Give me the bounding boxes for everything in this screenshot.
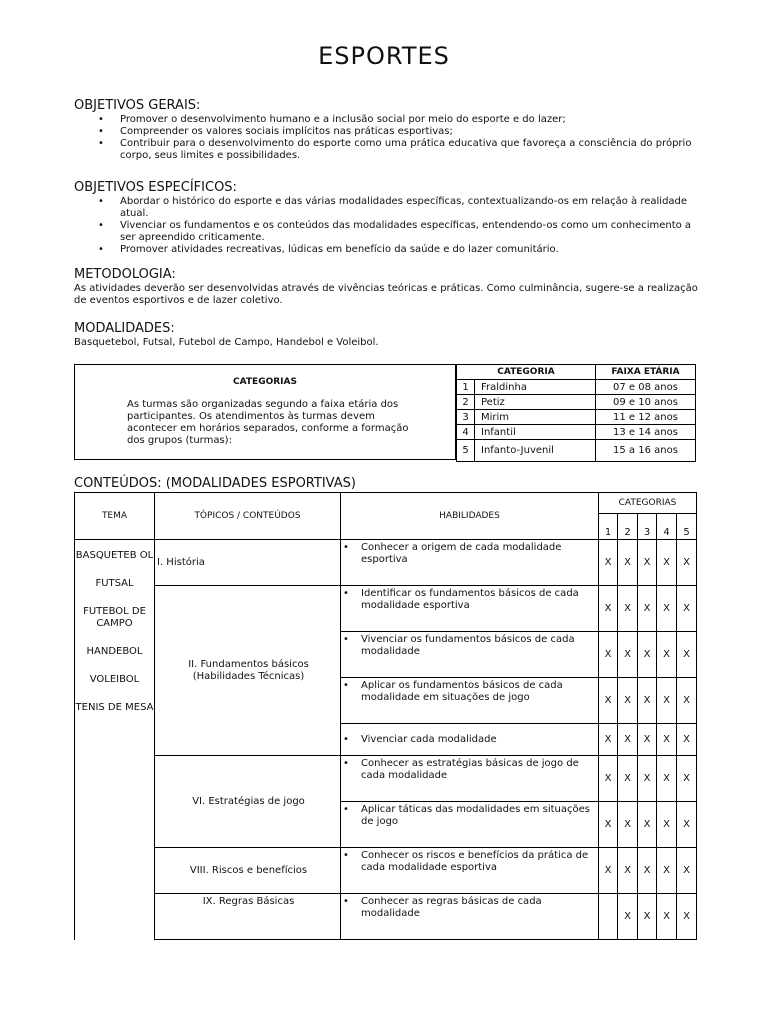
mark-cell: X xyxy=(599,678,618,724)
mark-cell: X xyxy=(618,540,638,586)
row-faixa: 15 a 16 anos xyxy=(596,440,696,462)
header-tema: TEMA xyxy=(75,493,155,540)
mark-cell: X xyxy=(657,756,677,802)
tema-item: HANDEBOL xyxy=(86,646,143,657)
topico-historia: I. História xyxy=(155,540,341,586)
mark-cell: X xyxy=(599,756,618,802)
habilidade-text: • Identificar os fundamentos básicos de cada modalidade esportiva xyxy=(349,588,594,612)
habilidade-cell xyxy=(341,540,599,586)
mark-cell: X xyxy=(638,632,657,678)
list-item: • Abordar o histórico do esporte e das várias modalidades específicas, contextualizando-os em relação à realidade atual. xyxy=(120,196,704,220)
header-cat-4: 4 xyxy=(657,514,677,540)
mark-cell: X xyxy=(618,894,638,940)
topico-regras: IX. Regras Básicas xyxy=(155,894,341,940)
list-item: • Compreender os valores sociais implícitos nas práticas esportivas; xyxy=(120,126,704,138)
habilidade-cell xyxy=(341,586,599,632)
mark-cell: X xyxy=(677,724,697,756)
row-number: 5 xyxy=(457,440,475,462)
habilidade-text: • Conhecer os riscos e benefícios da prática de cada modalidade esportiva xyxy=(349,850,594,874)
categorias-box xyxy=(74,364,456,460)
mark-cell: X xyxy=(677,802,697,848)
mark-cell: X xyxy=(638,848,657,894)
mark-cell: X xyxy=(657,848,677,894)
mark-cell: X xyxy=(618,724,638,756)
row-number: 2 xyxy=(457,395,475,410)
habilidade-cell xyxy=(341,848,599,894)
mark-cell: X xyxy=(677,540,697,586)
mark-cell: X xyxy=(618,756,638,802)
header-cat-5: 5 xyxy=(677,514,697,540)
conteudos-heading: CONTEÚDOS: (MODALIDADES ESPORTIVAS) xyxy=(74,476,356,491)
header-faixa-etaria: FAIXA ETÁRIA xyxy=(596,365,696,380)
habilidade-text: • Conhecer as estratégias básicas de jogo de cada modalidade xyxy=(349,758,594,782)
habilidade-cell xyxy=(341,678,599,724)
habilidade-text: • Vivenciar cada modalidade xyxy=(349,734,594,746)
topico-estrategias: VI. Estratégias de jogo xyxy=(155,756,341,848)
habilidade-cell xyxy=(341,756,599,802)
mark-cell: X xyxy=(638,724,657,756)
table-row xyxy=(75,894,697,940)
mark-cell: X xyxy=(638,540,657,586)
categorias-table xyxy=(456,364,696,462)
mark-cell: X xyxy=(677,586,697,632)
mark-cell: X xyxy=(657,802,677,848)
modalidades-section xyxy=(74,321,704,349)
modalidades-text: Basquetebol, Futsal, Futebol de Campo, Handebol e Voleibol. xyxy=(74,337,379,348)
mark-cell: X xyxy=(599,540,618,586)
objetivos-gerais-section xyxy=(74,98,704,162)
table-header-row xyxy=(457,365,696,380)
document-title: ESPORTES xyxy=(318,42,450,70)
tema-item: FUTEBOL DE CAMPO xyxy=(83,606,146,629)
categorias-box-text: As turmas são organizadas segundo a faixa etária dos participantes. Os atendimentos às turmas devem acontecer em horários separados, conforme a formação dos grupos (turmas): xyxy=(127,399,409,446)
mark-cell: X xyxy=(677,894,697,940)
topico-riscos: VIII. Riscos e benefícios xyxy=(155,848,341,894)
list-item: • Vivenciar os fundamentos e os conteúdos das modalidades específicas, entendendo-os como um conhecimento a ser apreendido criticamente. xyxy=(120,220,704,244)
mark-cell: X xyxy=(599,848,618,894)
mark-cell: X xyxy=(657,678,677,724)
mark-cell: X xyxy=(638,586,657,632)
topico-fundamentos: II. Fundamentos básicos (Habilidades Técnicas) xyxy=(155,586,341,756)
header-categoria: CATEGORIA xyxy=(457,365,596,380)
mark-cell: X xyxy=(599,802,618,848)
habilidade-text: • Aplicar táticas das modalidades em situações de jogo xyxy=(349,804,594,828)
list-item: • Contribuir para o desenvolvimento do esporte como uma prática educativa que favoreça a consciência do próprio corpo, seus limites e possibilidades. xyxy=(120,138,704,162)
mark-cell: X xyxy=(657,540,677,586)
habilidade-text: • Aplicar os fundamentos básicos de cada modalidade em situações de jogo xyxy=(349,680,594,704)
objetivos-especificos-heading: OBJETIVOS ESPECÍFICOS: xyxy=(74,180,237,195)
objetivos-gerais-heading: OBJETIVOS GERAIS: xyxy=(74,98,201,113)
mark-cell: X xyxy=(618,632,638,678)
mark-cell: X xyxy=(638,802,657,848)
mark-cell: X xyxy=(638,678,657,724)
metodologia-text: As atividades deverão ser desenvolvidas através de vivências teóricas e práticas. Como culminância, sugere-se a realização de eventos esportivos e de lazer coletivo. xyxy=(74,283,698,306)
conteudos-table xyxy=(74,492,697,940)
row-categoria: Petiz xyxy=(475,395,596,410)
table-row xyxy=(457,440,696,462)
habilidade-cell xyxy=(341,632,599,678)
tema-item: TENIS DE MESA xyxy=(75,702,154,713)
header-cat-1: 1 xyxy=(599,514,618,540)
mark-cell: X xyxy=(677,632,697,678)
table-row xyxy=(457,425,696,440)
objetivos-especificos-section xyxy=(74,180,704,256)
mark-cell: X xyxy=(657,586,677,632)
objetivos-gerais-list xyxy=(74,114,704,162)
habilidade-text: • Conhecer as regras básicas de cada modalidade xyxy=(349,896,594,920)
mark-cell: X xyxy=(618,848,638,894)
mark-cell: X xyxy=(677,678,697,724)
mark-cell: X xyxy=(638,894,657,940)
table-row xyxy=(457,380,696,395)
mark-cell: X xyxy=(599,586,618,632)
header-topicos: TÓPICOS / CONTEÚDOS xyxy=(155,493,341,540)
habilidade-text: • Vivenciar os fundamentos básicos de cada modalidade xyxy=(349,634,594,658)
habilidade-cell xyxy=(341,802,599,848)
list-item: • Promover atividades recreativas, lúdicas em benefício da saúde e do lazer comunitário. xyxy=(120,244,704,256)
mark-cell: X xyxy=(599,632,618,678)
categorias-box-title: CATEGORIAS xyxy=(233,377,297,387)
row-number: 3 xyxy=(457,410,475,425)
tema-cell xyxy=(75,540,155,940)
mark-cell: X xyxy=(638,756,657,802)
tema-item: FUTSAL xyxy=(95,578,134,589)
mark-cell: X xyxy=(677,756,697,802)
mark-cell: X xyxy=(599,724,618,756)
table-row xyxy=(75,540,697,586)
header-categorias: CATEGORIAS xyxy=(599,493,697,514)
mark-cell xyxy=(599,894,618,940)
habilidade-text: • Conhecer a origem de cada modalidade esportiva xyxy=(349,542,594,566)
row-number: 1 xyxy=(457,380,475,395)
table-header-row xyxy=(75,493,697,514)
table-row xyxy=(75,848,697,894)
mark-cell: X xyxy=(677,848,697,894)
objetivos-especificos-list xyxy=(74,196,704,256)
mark-cell: X xyxy=(657,724,677,756)
list-item: • Promover o desenvolvimento humano e a inclusão social por meio do esporte e do lazer; xyxy=(120,114,704,126)
row-categoria: Infanto-Juvenil xyxy=(475,440,596,462)
metodologia-heading: METODOLOGIA: xyxy=(74,267,176,282)
tema-item: BASQUETEB OL xyxy=(75,550,154,561)
mark-cell: X xyxy=(618,802,638,848)
mark-cell: X xyxy=(657,894,677,940)
row-number: 4 xyxy=(457,425,475,440)
header-cat-3: 3 xyxy=(638,514,657,540)
row-faixa: 09 e 10 anos xyxy=(596,395,696,410)
tema-item: VOLEIBOL xyxy=(89,674,140,685)
table-row xyxy=(457,395,696,410)
table-row xyxy=(75,756,697,802)
row-faixa: 07 e 08 anos xyxy=(596,380,696,395)
modalidades-heading: MODALIDADES: xyxy=(74,321,175,336)
mark-cell: X xyxy=(618,586,638,632)
row-faixa: 11 e 12 anos xyxy=(596,410,696,425)
row-faixa: 13 e 14 anos xyxy=(596,425,696,440)
mark-cell: X xyxy=(618,678,638,724)
header-habilidades: HABILIDADES xyxy=(341,493,599,540)
header-cat-2: 2 xyxy=(618,514,638,540)
habilidade-cell xyxy=(341,894,599,940)
mark-cell: X xyxy=(657,632,677,678)
row-categoria: Mirim xyxy=(475,410,596,425)
habilidade-cell xyxy=(341,724,599,756)
metodologia-section xyxy=(74,267,704,307)
row-categoria: Fraldinha xyxy=(475,380,596,395)
table-row xyxy=(457,410,696,425)
row-categoria: Infantil xyxy=(475,425,596,440)
table-row xyxy=(75,586,697,632)
